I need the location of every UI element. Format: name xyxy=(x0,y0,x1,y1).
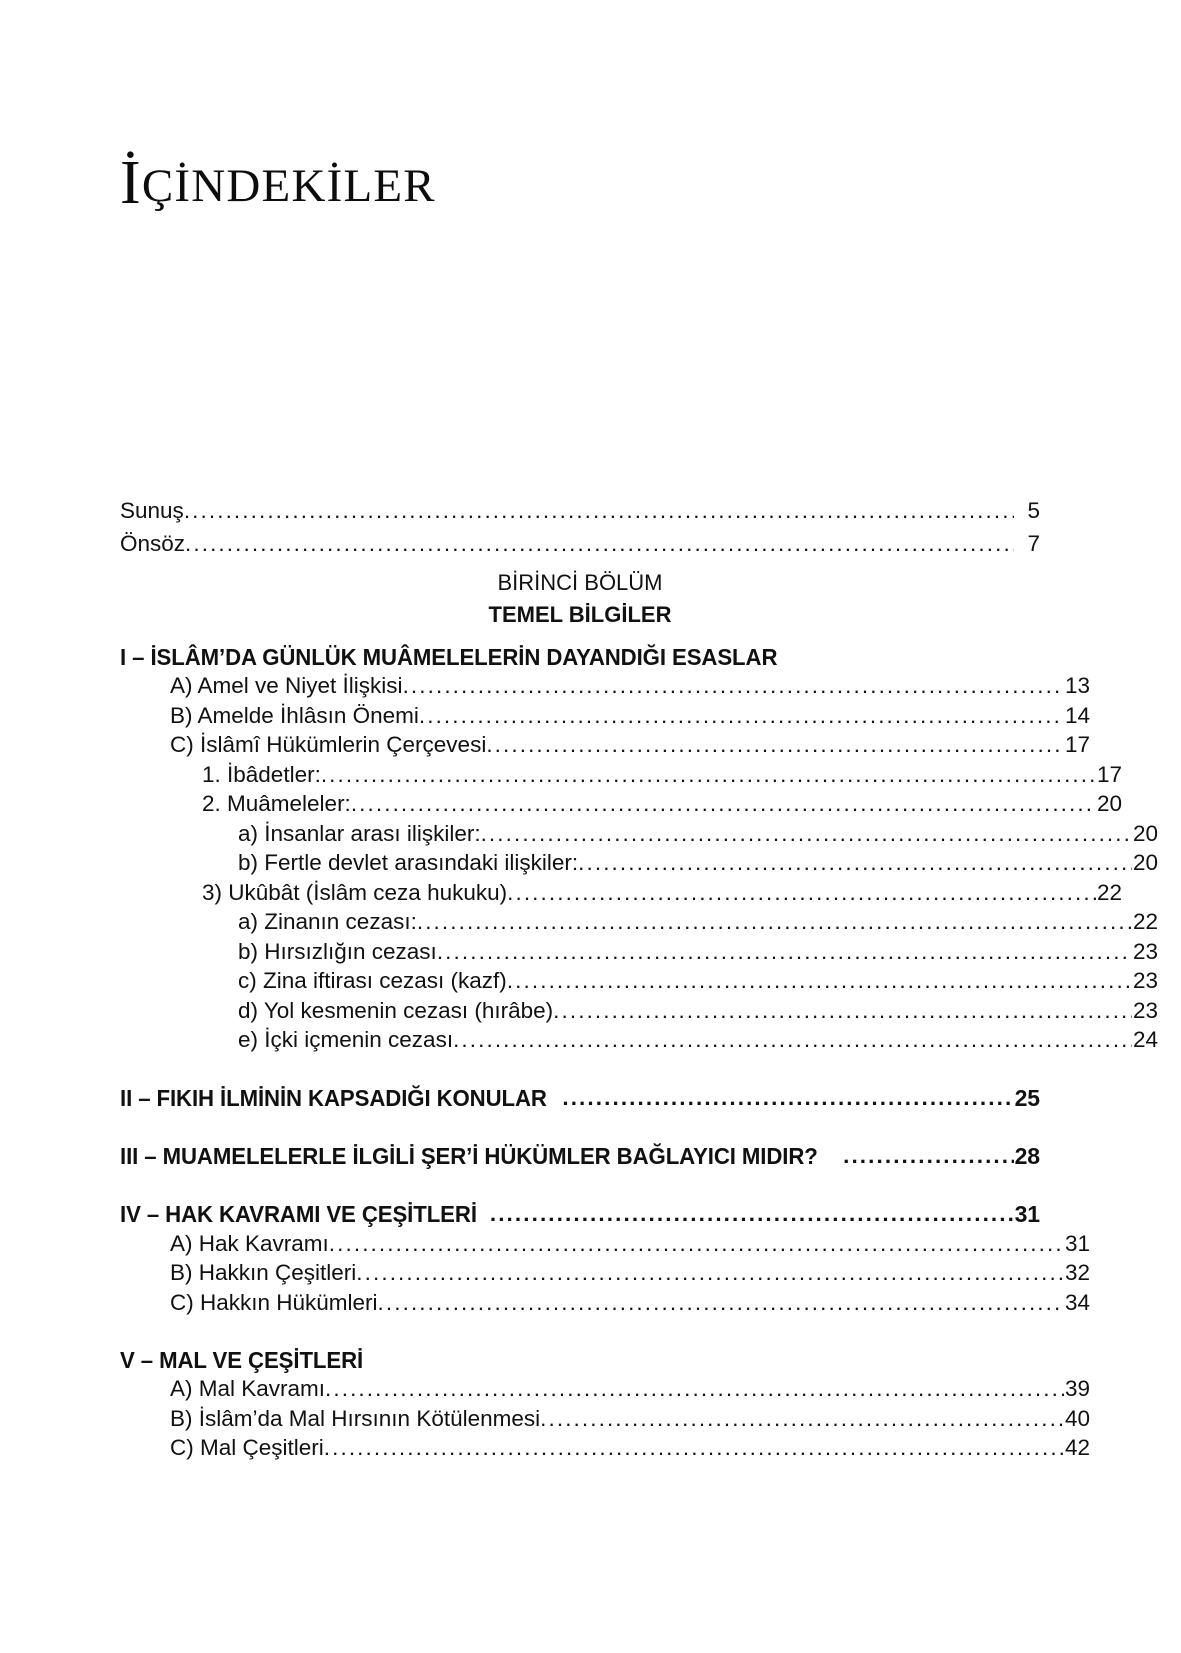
dot-leader xyxy=(562,1088,1014,1111)
spacer xyxy=(120,1175,1040,1203)
toc-entry-label: 2. Muâmeleler: xyxy=(202,791,351,816)
toc-entry-label: e) İçki içmenin cezası xyxy=(238,1027,454,1052)
toc-entry-label: A) Mal Kavramı xyxy=(170,1376,326,1401)
toc-entry-label: b) Fertle devlet arasındaki ilişkiler: xyxy=(238,850,579,875)
toc-entry[interactable] xyxy=(120,1230,1090,1257)
spacer xyxy=(120,626,1040,646)
toc-entry[interactable] xyxy=(120,1029,1158,1053)
toc-entry-page: 40 xyxy=(1064,1405,1090,1431)
spacer xyxy=(120,1117,1040,1145)
toc-entry-onsoz[interactable] xyxy=(120,530,1040,557)
toc-entry[interactable] xyxy=(120,1437,1090,1461)
section-heading-label: IV – HAK KAVRAMI VE ÇEŞİTLERİ xyxy=(120,1200,477,1227)
dot-leader xyxy=(437,942,1132,965)
toc-entry-label: c) Zina iftirası cezası (kazf) xyxy=(238,968,507,993)
toc-entry-page: 20 xyxy=(1132,850,1158,875)
dot-leader xyxy=(378,1293,1064,1316)
toc-entry-page: 34 xyxy=(1064,1289,1090,1315)
toc-entry-label: a) Zinanın cezası: xyxy=(238,909,417,934)
dot-leader xyxy=(325,1379,1064,1402)
toc-entry-label: A) Amel ve Niyet İlişkisi xyxy=(170,673,403,698)
dot-leader xyxy=(490,1204,1014,1227)
section-heading-page: 31 xyxy=(1014,1200,1040,1227)
toc-entry-page: 7 xyxy=(1027,530,1040,556)
toc-entry-page: 23 xyxy=(1132,968,1158,993)
toc-entry-page: 20 xyxy=(1096,791,1122,816)
toc-entry-page: 22 xyxy=(1132,909,1158,934)
toc-entry-page: 17 xyxy=(1064,732,1090,757)
toc-entry-label: Önsöz xyxy=(120,530,186,556)
title-rest: ÇİNDEKİLER xyxy=(141,160,436,212)
toc-entry-page: 20 xyxy=(1132,820,1158,846)
toc-entry[interactable] xyxy=(120,793,1122,817)
toc-entry-page: 17 xyxy=(1096,761,1122,787)
toc-entry[interactable] xyxy=(120,997,1158,1024)
toc-entry-label: Sunuş xyxy=(120,498,184,523)
toc-entry-label: b) Hırsızlığın cezası xyxy=(238,938,437,964)
section-heading-label: II – FIKIH İLMİNİN KAPSADIĞI KONULAR xyxy=(120,1084,547,1111)
toc-entry-list xyxy=(120,498,1158,1467)
dot-leader xyxy=(540,1409,1064,1432)
title-drop-cap: İ xyxy=(120,149,142,217)
toc-entry-label: C) Hakkın Hükümleri xyxy=(170,1289,378,1315)
toc-entry-label: B) İslâm’da Mal Hırsının Kötülenmesi xyxy=(170,1405,541,1431)
section-heading-1[interactable] xyxy=(120,646,1040,669)
toc-entry[interactable] xyxy=(120,911,1158,935)
toc-entry[interactable] xyxy=(120,734,1090,758)
dot-leader xyxy=(507,883,1096,906)
toc-entry[interactable] xyxy=(120,1289,1090,1316)
dot-leader xyxy=(185,534,1014,557)
part-heading-line2: TEMEL BİLGİLER xyxy=(488,602,672,627)
toc-entry-page: 42 xyxy=(1064,1435,1090,1460)
toc-entry[interactable] xyxy=(120,675,1090,699)
toc-entry[interactable] xyxy=(120,938,1158,965)
toc-entry[interactable] xyxy=(120,970,1158,994)
toc-entry[interactable] xyxy=(120,852,1158,876)
dot-leader xyxy=(324,1438,1064,1461)
toc-entry-sunus[interactable] xyxy=(120,500,1040,524)
dot-leader xyxy=(453,1030,1132,1053)
page-title xyxy=(120,149,436,217)
dot-leader xyxy=(553,1001,1132,1024)
toc-entry-page: 22 xyxy=(1096,879,1122,905)
dot-leader xyxy=(419,706,1064,729)
dot-leader xyxy=(486,735,1064,758)
dot-leader xyxy=(507,971,1132,994)
toc-entry-page: 32 xyxy=(1064,1260,1090,1285)
toc-entry[interactable] xyxy=(120,761,1122,788)
toc-entry-label: C) İslâmî Hükümlerin Çerçevesi xyxy=(170,732,487,757)
section-heading-label: III – MUAMELELERLE İLGİLİ ŞER’İ HÜKÜMLER BAĞLAYICI MIDIR? xyxy=(120,1142,818,1169)
section-heading-label: V – MAL VE ÇEŞİTLERİ xyxy=(120,1347,364,1373)
toc-entry-label: C) Mal Çeşitleri xyxy=(170,1435,324,1460)
dot-leader xyxy=(481,824,1132,847)
toc-entry[interactable] xyxy=(120,1405,1090,1432)
toc-entry-page: 23 xyxy=(1132,938,1158,964)
toc-entry-label: 3) Ukûbât (İslâm ceza hukuku) xyxy=(202,879,508,905)
toc-entry-page: 39 xyxy=(1064,1376,1090,1401)
toc-entry-page: 23 xyxy=(1132,997,1158,1023)
dot-leader xyxy=(321,765,1096,788)
toc-entry[interactable] xyxy=(120,820,1158,847)
dot-leader xyxy=(843,1146,1014,1169)
toc-entry-label: A) Hak Kavramı xyxy=(170,1230,329,1256)
section-heading-4[interactable] xyxy=(120,1200,1040,1227)
dot-leader xyxy=(417,912,1132,935)
section-heading-page: 28 xyxy=(1014,1142,1040,1169)
dot-leader xyxy=(403,676,1064,699)
toc-entry-label: B) Hakkın Çeşitleri xyxy=(170,1260,357,1285)
toc-entry[interactable] xyxy=(120,1378,1090,1402)
dot-leader xyxy=(578,853,1132,876)
toc-entry-label: d) Yol kesmenin cezası (hırâbe) xyxy=(238,997,554,1023)
toc-entry[interactable] xyxy=(120,879,1122,906)
toc-entry-page: 14 xyxy=(1064,702,1090,728)
section-heading-label: I – İSLÂM’DA GÜNLÜK MUÂMELELERİN DAYANDIĞI ESASLAR xyxy=(120,644,778,670)
toc-entry-label: 1. İbâdetler: xyxy=(202,761,321,787)
dot-leader xyxy=(329,1234,1064,1257)
section-heading-page: 25 xyxy=(1014,1084,1040,1111)
dot-leader xyxy=(351,794,1096,817)
toc-entry[interactable] xyxy=(120,702,1090,729)
toc-entry-page: 24 xyxy=(1132,1027,1158,1052)
section-heading-2[interactable] xyxy=(120,1084,1040,1111)
part-heading-line1: BİRİNCİ BÖLÜM xyxy=(497,570,663,595)
toc-entry-page: 13 xyxy=(1064,673,1090,698)
spacer xyxy=(120,1059,1040,1087)
dot-leader xyxy=(356,1263,1064,1286)
toc-entry-page: 5 xyxy=(1027,498,1040,523)
toc-entry-page: 31 xyxy=(1064,1230,1090,1256)
toc-entry[interactable] xyxy=(120,1262,1090,1286)
toc-entry-label: B) Amelde İhlâsın Önemi xyxy=(170,702,419,728)
toc-entry-label: a) İnsanlar arası ilişkiler: xyxy=(238,820,481,846)
spacer xyxy=(120,1321,1040,1349)
dot-leader xyxy=(184,501,1014,524)
section-heading-5[interactable] xyxy=(120,1349,1040,1372)
section-heading-3[interactable] xyxy=(120,1142,1040,1169)
